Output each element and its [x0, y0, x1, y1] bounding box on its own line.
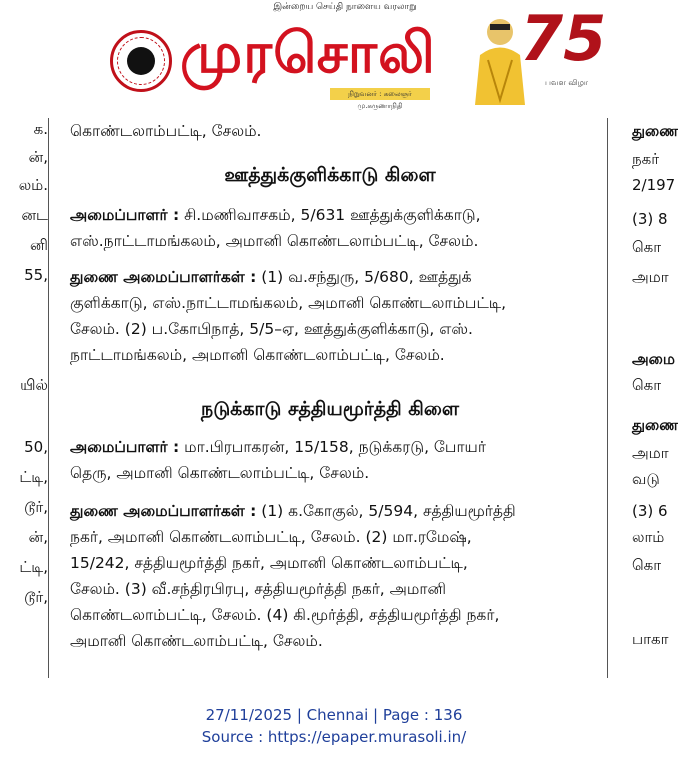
deputy-line: சேலம். (2) ப.கோபிநாத், 5/5–ஏ, ஊத்துக்குளிக்காடு, எஸ். — [70, 320, 473, 338]
party-emblem-icon — [110, 30, 172, 92]
deputy-line: துணை அமைப்பாளர்கள் : (1) க.கோகுல், 5/594, சத்தியமூர்த்தி — [70, 502, 516, 520]
newspaper-logo: முரசொலி — [180, 21, 436, 86]
deputy-line: நகர், அமானி கொண்டலாம்பட்டி, சேலம். (2) மா.ரமேஷ், — [70, 528, 472, 546]
deputy-line: அமானி கொண்டலாம்பட்டி, சேலம். — [70, 632, 323, 650]
organizer-line: அமைப்பாளர் : சி.மணிவாசகம், 5/631 ஊத்துக்குளிக்காடு, — [70, 206, 481, 224]
footer-source-link[interactable]: Source : https://epaper.murasoli.in/ — [201, 728, 467, 746]
anniversary-mark: 75 — [520, 2, 607, 75]
left-column-fragment: க. ன், லம். னட னி 55, யில் 50, ட்டி, டூர், ன், ட்டி, டூர், — [18, 120, 48, 606]
column-divider-left — [48, 118, 49, 678]
organizer-line: அமைப்பாளர் : மா.பிரபாகரன், 15/158, நடுக்கரடு, போயர் — [70, 438, 486, 456]
organizer-line: தெரு, அமானி கொண்டலாம்பட்டி, சேலம். — [70, 464, 370, 482]
anniversary-sub: பவள விழா — [545, 78, 589, 87]
deputy-line: 15/242, சத்தியமூர்த்தி நகர், அமானி கொண்டலாம்பட்டி, — [70, 554, 468, 572]
footer-date-line: 27/11/2025 | Chennai | Page : 136 — [205, 706, 463, 724]
branch-heading: நடுக்காடு சத்தியமூர்த்தி கிளை — [201, 398, 459, 420]
right-column-fragment: துணை நகர் 2/197 (3) 8 கொ அமா அமை கொ துணை அமா வடு (3) 6 லாம் கொ பாகா — [632, 122, 678, 648]
continued-line: கொண்டலாம்பட்டி, சேலம். — [70, 122, 262, 140]
masthead-tagline: இன்றைய செய்தி நாளைய வரலாறு — [273, 2, 417, 12]
deputy-line: குளிக்காடு, எஸ்.நாட்டாமங்கலம், அமானி கொண்டலாம்பட்டி, — [70, 294, 507, 312]
organizer-line: எஸ்.நாட்டாமங்கலம், அமானி கொண்டலாம்பட்டி, சேலம். — [70, 232, 479, 250]
deputy-line: கொண்டலாம்பட்டி, சேலம். (4) கி.மூர்த்தி, சத்தியமூர்த்தி நகர், — [70, 606, 500, 624]
masthead — [0, 0, 668, 118]
deputy-line: துணை அமைப்பாளர்கள் : (1) வ.சந்துரு, 5/680, ஊத்துக் — [70, 268, 472, 286]
deputy-line: நாட்டாமங்கலம், அமானி கொண்டலாம்பட்டி, சேலம். — [70, 346, 445, 364]
deputy-line: சேலம். (3) வீ.சந்திரபிரபு, சத்தியமூர்த்தி நகர், அமானி — [70, 580, 446, 598]
page-footer — [0, 704, 668, 748]
branch-heading: ஊத்துக்குளிக்காடு கிளை — [224, 164, 436, 186]
masthead-subtag: நிறுவனர் : கலைஞர் மு.கருணாநிதி — [330, 88, 430, 100]
